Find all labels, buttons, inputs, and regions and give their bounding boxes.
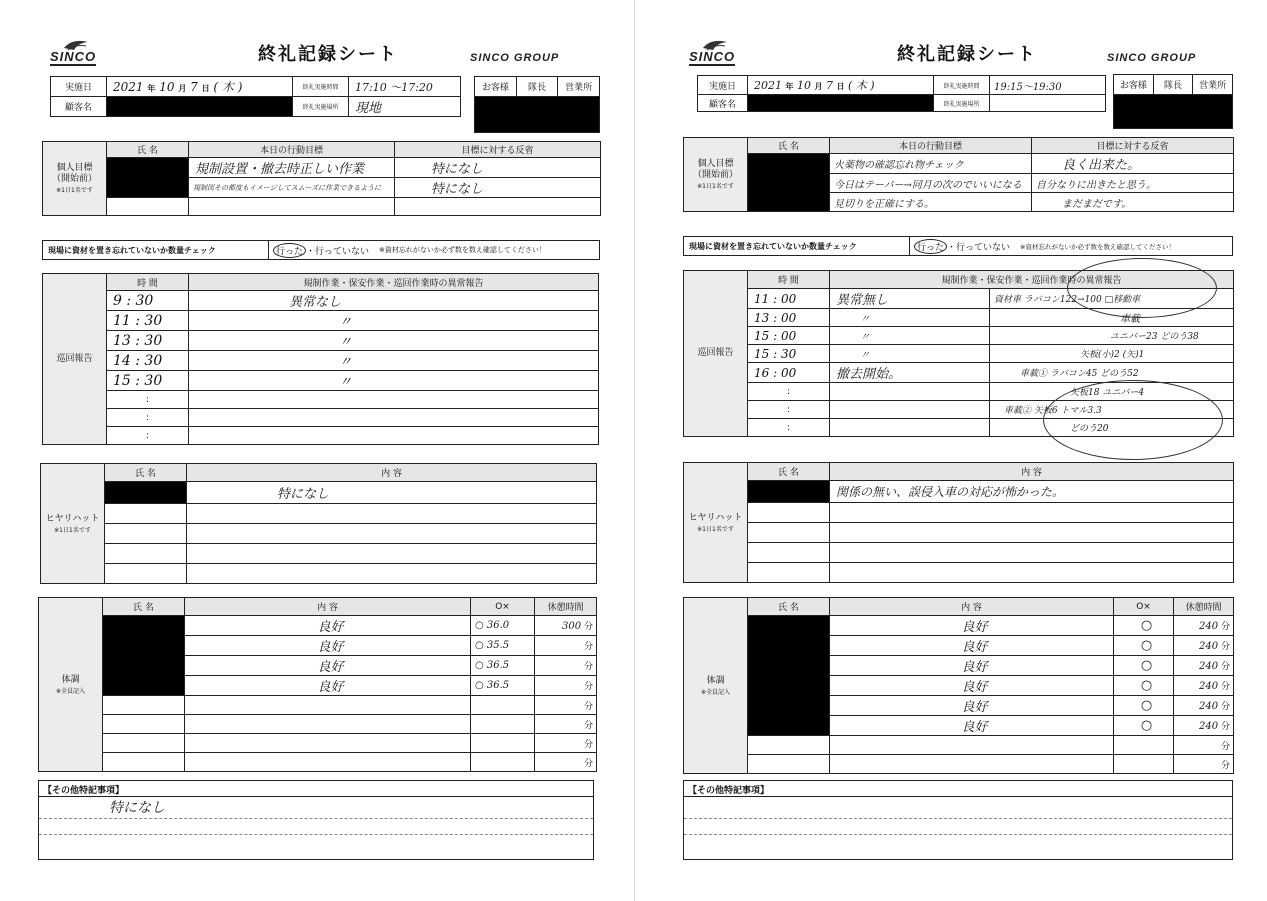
content-header: 内 容 <box>187 464 597 482</box>
break-minutes[interactable]: 分 <box>535 696 597 715</box>
header-info-table <box>697 75 1106 112</box>
patrol-time[interactable]: : <box>748 419 830 437</box>
remarks-box <box>38 780 594 860</box>
goal-cell[interactable]: 規制設置・撤去時正しい作業 <box>189 158 395 178</box>
group-name: SINCO GROUP <box>1107 52 1197 64</box>
name-header: 氏 名 <box>105 464 187 482</box>
break-minutes[interactable]: 分 <box>535 656 597 676</box>
approval-leader: 隊長 <box>1153 75 1193 95</box>
patrol-report-cell[interactable] <box>189 409 599 427</box>
patrol-note-cell[interactable]: 矢板(小)2 (矢)1 <box>990 345 1234 363</box>
health-content[interactable] <box>185 734 471 753</box>
handwritten-circle <box>1043 380 1223 460</box>
health-ox[interactable] <box>1114 755 1174 774</box>
health-ox[interactable] <box>471 734 535 753</box>
patrol-time[interactable]: 15 : 30 <box>107 371 189 391</box>
name-cell[interactable] <box>105 544 187 564</box>
patrol-note-cell[interactable]: ユニバー23 どのう38 <box>990 327 1234 345</box>
remarks-line[interactable] <box>684 797 1232 819</box>
header-info-table <box>50 76 461 117</box>
health-content[interactable]: 良好 <box>830 676 1114 696</box>
health-content[interactable] <box>830 736 1114 755</box>
closing-place-label: 終礼実施場所 <box>934 95 990 112</box>
patrol-report-cell[interactable]: 〃 <box>830 345 990 363</box>
client-redacted <box>107 97 293 117</box>
reflection-cell[interactable]: 特になし <box>395 178 601 198</box>
break-minutes[interactable]: 240 分 <box>1174 636 1234 656</box>
name-redacted <box>103 616 185 696</box>
break-minutes[interactable]: 分 <box>535 676 597 696</box>
content-header: 内 容 <box>185 598 471 616</box>
hiyari-content[interactable] <box>187 544 597 564</box>
health-ox[interactable]: ○ 36.0 <box>471 616 535 636</box>
patrol-time[interactable]: : <box>748 401 830 419</box>
patrol-time[interactable]: 11 : 30 <box>107 311 189 331</box>
material-check-title: 現場に資材を置き忘れていないか数量チェック <box>48 245 216 255</box>
patrol-note-cell[interactable]: 車載① ラバコン45 どのう52 <box>990 363 1234 383</box>
patrol-time[interactable]: 11 : 00 <box>748 289 830 309</box>
health-ox[interactable]: ○ <box>1114 656 1174 676</box>
patrol-report-cell[interactable] <box>830 419 990 437</box>
name-cell[interactable] <box>748 543 830 563</box>
approval-table <box>1113 74 1233 129</box>
goal-cell[interactable]: 火薬物の確認忘れ物チェック <box>830 154 1032 174</box>
hiyari-content[interactable] <box>187 564 597 584</box>
name-cell[interactable] <box>107 198 189 216</box>
patrol-report-cell[interactable]: 〃 <box>189 331 599 351</box>
name-cell[interactable] <box>748 523 830 543</box>
time-header: 時 間 <box>748 271 830 289</box>
reflection-header: 目標に対する反省 <box>1032 138 1234 154</box>
patrol-report-label: 巡回報告 <box>684 271 748 437</box>
sheet-right <box>634 0 1266 901</box>
patrol-report-cell[interactable]: 異常なし <box>189 291 599 311</box>
patrol-report-table <box>42 273 599 445</box>
health-ox[interactable] <box>471 696 535 715</box>
name-cell[interactable] <box>105 524 187 544</box>
personal-goal-table <box>683 137 1234 212</box>
health-ox[interactable]: ○ 36.5 <box>471 656 535 676</box>
break-minutes[interactable]: 240 分 <box>1174 676 1234 696</box>
date-value[interactable]: 2021 年 10 月 7 日 ( 木 ) <box>107 77 293 97</box>
health-content[interactable] <box>830 755 1114 774</box>
material-check-title: 現場に資材を置き忘れていないか数量チェック <box>689 241 857 251</box>
patrol-header: 規制作業・保安作業・巡回作業時の異常報告 <box>830 271 1234 289</box>
remarks-line[interactable] <box>39 819 593 835</box>
health-label: 体調 ※全員記入 <box>39 598 103 772</box>
hiyari-content[interactable] <box>830 543 1234 563</box>
check-note: ※資材忘れがないか必ず数を数え確認してください！ <box>1020 242 1175 251</box>
health-ox[interactable]: ○ <box>1114 676 1174 696</box>
break-header: 休憩時間 <box>535 598 597 616</box>
material-check-options[interactable] <box>268 241 550 259</box>
name-header: 氏 名 <box>748 138 830 154</box>
remarks-line[interactable]: 特になし <box>39 797 593 819</box>
check-done-option[interactable]: 行った <box>273 243 306 258</box>
hiyari-label: ヒヤリハット ※1日1名です <box>684 463 748 583</box>
health-ox[interactable] <box>1114 736 1174 755</box>
goal-header: 本日の行動目標 <box>830 138 1032 154</box>
remarks-line[interactable] <box>39 835 593 851</box>
hiyari-content[interactable]: 特になし <box>187 482 597 504</box>
reflection-cell[interactable] <box>395 198 601 216</box>
closing-place-value[interactable]: 現地 <box>349 97 461 117</box>
approval-table <box>474 76 600 133</box>
client-label: 顧客名 <box>51 97 107 117</box>
goal-cell[interactable]: 見切りを正確にする。 <box>830 193 1032 212</box>
health-ox[interactable]: ○ 36.5 <box>471 676 535 696</box>
name-cell[interactable] <box>103 715 185 734</box>
name-redacted <box>748 154 830 212</box>
check-not-option[interactable]: ・行っていない <box>947 242 1011 253</box>
patrol-time[interactable]: : <box>107 409 189 427</box>
health-ox[interactable]: ○ <box>1114 636 1174 656</box>
health-content[interactable] <box>185 696 471 715</box>
name-cell[interactable] <box>103 696 185 715</box>
remarks-box <box>683 780 1233 860</box>
patrol-report-cell[interactable]: 撤去開始。 <box>830 363 990 383</box>
health-content[interactable]: 良好 <box>830 716 1114 736</box>
health-table <box>38 597 597 772</box>
break-minutes[interactable]: 分 <box>535 636 597 656</box>
health-ox[interactable]: ○ <box>1114 696 1174 716</box>
sinco-logo: SINCO <box>689 38 745 66</box>
content-header: 内 容 <box>830 463 1234 481</box>
health-label: 体調 ※全員記入 <box>684 598 748 774</box>
goal-cell[interactable]: 今日はテーパー→同月の次のでいいになる <box>830 174 1032 193</box>
group-name: SINCO GROUP <box>470 52 560 64</box>
approval-office: 営業所 <box>1193 75 1233 95</box>
closing-time-label: 終礼実施時間 <box>934 76 990 95</box>
closing-place-value[interactable] <box>990 95 1106 112</box>
health-content[interactable]: 良好 <box>830 696 1114 716</box>
handwritten-circle <box>1067 258 1217 318</box>
date-label: 実施日 <box>698 76 748 95</box>
patrol-time[interactable]: 9 : 30 <box>107 291 189 311</box>
hiyari-content[interactable]: 関係の無い、誤侵入車の対応が怖かった。 <box>830 481 1234 503</box>
name-header: 氏 名 <box>107 142 189 158</box>
break-header: 休憩時間 <box>1174 598 1234 616</box>
health-content[interactable]: 良好 <box>830 616 1114 636</box>
date-label: 実施日 <box>51 77 107 97</box>
approval-client: お客様 <box>475 77 517 97</box>
health-ox[interactable] <box>471 715 535 734</box>
check-note: ※資材忘れがないか必ず数を数え確認してください！ <box>379 246 546 254</box>
patrol-time[interactable]: : <box>748 383 830 401</box>
name-redacted <box>748 481 830 503</box>
material-check-bar <box>42 240 600 260</box>
time-header: 時 間 <box>107 274 189 291</box>
sheet-title: 終礼記録シート <box>897 44 1037 65</box>
break-minutes[interactable]: 240 分 <box>1174 696 1234 716</box>
break-minutes[interactable]: 分 <box>535 734 597 753</box>
personal-goal-label: 個人目標 （開始前） ※1日1名です <box>43 142 107 216</box>
patrol-report-label: 巡回報告 <box>43 274 107 445</box>
health-content[interactable]: 良好 <box>185 676 471 696</box>
closing-place-label: 終礼実施場所 <box>293 97 349 117</box>
reflection-header: 目標に対する反省 <box>395 142 601 158</box>
check-not-option[interactable]: ・行っていない <box>306 246 370 257</box>
patrol-note-cell[interactable]: 矢板18 ユニバー4 <box>990 383 1234 401</box>
patrol-note-cell[interactable]: 車載② 矢板6 トマル3.3 <box>990 401 1234 419</box>
patrol-time[interactable]: 14 : 30 <box>107 351 189 371</box>
patrol-report-cell[interactable] <box>830 401 990 419</box>
content-header: 内 容 <box>830 598 1114 616</box>
patrol-report-cell[interactable]: 〃 <box>189 351 599 371</box>
name-cell[interactable] <box>103 753 185 772</box>
personal-goal-label: 個人目標 （開始前） ※1日1名です <box>684 138 748 212</box>
health-ox[interactable]: ○ <box>1114 616 1174 636</box>
approval-client: お客様 <box>1114 75 1154 95</box>
name-cell[interactable] <box>748 503 830 523</box>
health-ox[interactable] <box>471 753 535 772</box>
patrol-time[interactable]: 16 : 00 <box>748 363 830 383</box>
name-header: 氏 名 <box>103 598 185 616</box>
reflection-cell[interactable]: まだまだです。 <box>1032 193 1234 212</box>
name-header: 氏 名 <box>748 598 830 616</box>
break-minutes[interactable]: 分 <box>535 753 597 772</box>
hiyari-content[interactable] <box>187 504 597 524</box>
goal-cell[interactable]: 規制図その都度もイメージしてスムーズに作業できるように <box>189 178 395 198</box>
health-content[interactable] <box>185 715 471 734</box>
patrol-report-cell[interactable]: 異常無し <box>830 289 990 309</box>
name-cell[interactable] <box>105 504 187 524</box>
patrol-report-cell[interactable] <box>189 391 599 409</box>
name-redacted <box>107 158 189 198</box>
hiyari-content[interactable] <box>830 503 1234 523</box>
patrol-report-cell[interactable]: 〃 <box>830 309 990 327</box>
break-minutes[interactable]: 分 <box>1174 755 1234 774</box>
patrol-time[interactable]: : <box>107 427 189 445</box>
closing-time-label: 終礼実施時間 <box>293 77 349 97</box>
remarks-line[interactable] <box>684 819 1232 835</box>
health-table <box>683 597 1234 774</box>
sinco-logo: SINCO <box>50 38 106 66</box>
goal-cell[interactable] <box>189 198 395 216</box>
patrol-header: 規制作業・保安作業・巡回作業時の異常報告 <box>189 274 599 291</box>
patrol-report-cell[interactable] <box>830 383 990 401</box>
remarks-line[interactable] <box>684 835 1232 851</box>
client-label: 顧客名 <box>698 95 748 112</box>
client-redacted <box>748 95 934 112</box>
name-cell[interactable] <box>748 563 830 583</box>
break-minutes[interactable]: 分 <box>535 715 597 734</box>
hiyari-content[interactable] <box>830 563 1234 583</box>
health-content[interactable]: 良好 <box>185 636 471 656</box>
patrol-report-cell[interactable] <box>189 427 599 445</box>
break-minutes[interactable]: 240 分 <box>1174 616 1234 636</box>
hiyari-hatto-table <box>683 462 1234 583</box>
name-redacted <box>105 482 187 504</box>
ox-header: O× <box>1114 598 1174 616</box>
material-check-options[interactable] <box>909 237 1179 255</box>
health-content[interactable]: 良好 <box>185 616 471 636</box>
name-cell[interactable] <box>103 734 185 753</box>
health-ox[interactable]: ○ <box>1114 716 1174 736</box>
patrol-note-cell[interactable]: 車載 <box>990 309 1234 327</box>
health-content[interactable]: 良好 <box>185 656 471 676</box>
name-cell[interactable] <box>748 736 830 755</box>
hiyari-content[interactable] <box>187 524 597 544</box>
check-done-option[interactable]: 行った <box>914 239 947 254</box>
break-minutes[interactable]: 240 分 <box>1174 656 1234 676</box>
health-content[interactable]: 良好 <box>830 656 1114 676</box>
material-check-bar <box>683 236 1233 256</box>
remarks-title: 【その他特記事項】 <box>39 781 593 797</box>
approval-stamps-redacted <box>475 97 600 133</box>
closing-time-value[interactable]: 17:10 ～17:20 <box>349 77 461 97</box>
patrol-note-cell[interactable]: 資材車 ラバコン122→100 □移動車 <box>990 289 1234 309</box>
patrol-note-cell[interactable]: どのう20 <box>990 419 1234 437</box>
hiyari-content[interactable] <box>830 523 1234 543</box>
patrol-time[interactable]: 13 : 00 <box>748 309 830 327</box>
closing-time-value[interactable]: 19:15～19:30 <box>990 76 1106 95</box>
break-minutes[interactable]: 240 分 <box>1174 716 1234 736</box>
health-content[interactable]: 良好 <box>830 636 1114 656</box>
personal-goal-table <box>42 141 601 216</box>
goal-header: 本日の行動目標 <box>189 142 395 158</box>
health-content[interactable] <box>185 753 471 772</box>
patrol-time[interactable]: : <box>107 391 189 409</box>
patrol-time[interactable]: 15 : 30 <box>748 345 830 363</box>
patrol-time[interactable]: 15 : 00 <box>748 327 830 345</box>
ox-header: O× <box>471 598 535 616</box>
date-value[interactable]: 2021 年 10 月 7 日 ( 木 ) <box>748 76 934 95</box>
reflection-cell[interactable]: 良く出来た。 <box>1032 154 1234 174</box>
health-ox[interactable]: ○ 35.5 <box>471 636 535 656</box>
reflection-cell[interactable]: 特になし <box>395 158 601 178</box>
patrol-report-cell[interactable]: 〃 <box>189 371 599 391</box>
hiyari-label: ヒヤリハット ※1日1名です <box>41 464 105 584</box>
reflection-cell[interactable]: 自分なりに出きたと思う。 <box>1032 174 1234 193</box>
break-minutes[interactable]: 300 分 <box>535 616 597 636</box>
name-header: 氏 名 <box>748 463 830 481</box>
approval-office: 営業所 <box>558 77 600 97</box>
approval-leader: 隊長 <box>516 77 558 97</box>
hiyari-hatto-table <box>40 463 597 584</box>
patrol-time[interactable]: 13 : 30 <box>107 331 189 351</box>
remarks-title: 【その他特記事項】 <box>684 781 1232 797</box>
break-minutes[interactable]: 分 <box>1174 736 1234 755</box>
sheet-left <box>0 0 632 901</box>
patrol-report-cell[interactable]: 〃 <box>830 327 990 345</box>
patrol-report-cell[interactable]: 〃 <box>189 311 599 331</box>
approval-stamps-redacted <box>1114 95 1233 129</box>
name-cell[interactable] <box>105 564 187 584</box>
sheet-title: 終礼記録シート <box>258 44 398 65</box>
name-redacted <box>748 616 830 736</box>
name-cell[interactable] <box>748 755 830 774</box>
